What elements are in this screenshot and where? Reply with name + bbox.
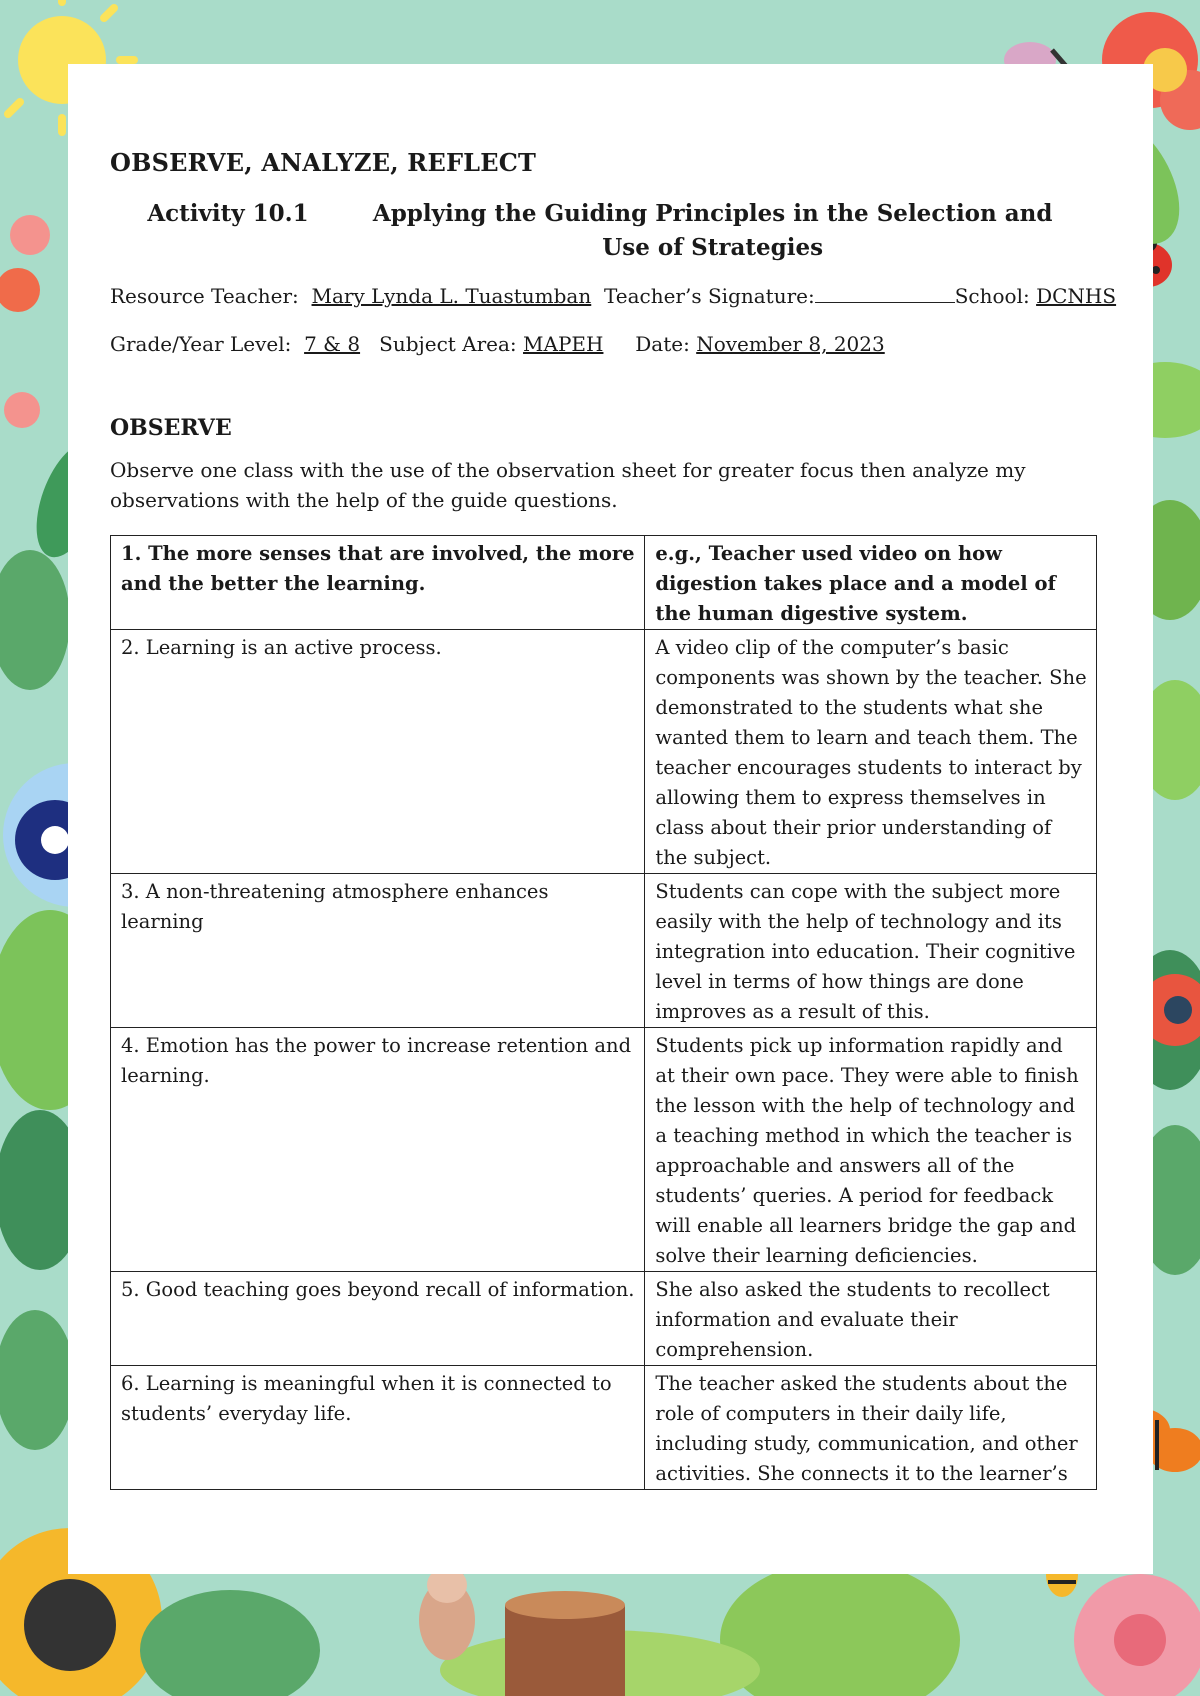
- activity-title: Applying the Guiding Principles in the Selection and Use of Strategies: [372, 200, 1053, 261]
- activity-heading: [110, 197, 1110, 265]
- table-row: [111, 1272, 1097, 1366]
- observation-cell: Students can cope with the subject more easily with the help of technology and its integration into education. Their cognitive level in terms of how things are done improves as a result of this.: [645, 874, 1097, 1028]
- observation-cell: A video clip of the computer’s basic components was shown by the teacher. She demonstrated to the students what she wanted them to learn and teach them. The teacher encourages students to interact by allowing them to express themselves in class about their prior understanding of the subject.: [645, 630, 1097, 874]
- teacher-info-row: [110, 279, 1117, 313]
- activity-number: Activity 10.1: [147, 200, 309, 227]
- observation-table: [110, 535, 1097, 1490]
- table-row: [111, 1366, 1097, 1490]
- subject-label: Subject Area:: [379, 332, 517, 356]
- observation-cell: e.g., Teacher used video on how digestion takes place and a model of the human digestive system.: [645, 536, 1097, 630]
- table-row: [111, 874, 1097, 1028]
- class-info-row: [110, 327, 1110, 361]
- school-value: DCNHS: [1036, 284, 1117, 308]
- resource-teacher-value: Mary Lynda L. Tuastumban: [311, 284, 592, 308]
- table-row: [111, 630, 1097, 874]
- resource-teacher-label: Resource Teacher:: [110, 284, 299, 308]
- section-heading-observe: OBSERVE: [110, 415, 232, 441]
- tree-stump-icon: [505, 1591, 625, 1696]
- observation-cell: Students pick up information rapidly and at their own pace. They were able to finish the lesson with the help of technology and a teaching method in which the teacher is approachable and answers all of the students’ queries. A period for feedback will enable all learners bridge the gap and solve their learning deficiencies.: [645, 1028, 1097, 1272]
- date-value: November 8, 2023: [696, 332, 885, 356]
- school-label: School:: [954, 284, 1030, 308]
- principle-cell: 4. Emotion has the power to increase retention and learning.: [111, 1028, 645, 1272]
- signature-line: [815, 284, 955, 303]
- principle-cell: 3. A non-threatening atmosphere enhances learning: [111, 874, 645, 1028]
- grade-label: Grade/Year Level:: [110, 332, 292, 356]
- principle-cell: 2. Learning is an active process.: [111, 630, 645, 874]
- subject-value: MAPEH: [523, 332, 604, 356]
- table-row: [111, 1028, 1097, 1272]
- principle-cell: 1. The more senses that are involved, the more and the better the learning.: [111, 536, 645, 630]
- instructions-paragraph: Observe one class with the use of the observation sheet for greater focus then analyze my observations with the help of the guide questions.: [110, 458, 1026, 512]
- signature-label: Teacher’s Signature:: [603, 284, 815, 308]
- principle-cell: 5. Good teaching goes beyond recall of information.: [111, 1272, 645, 1366]
- pink-flower-icon: [1074, 1574, 1200, 1696]
- observation-cell: The teacher asked the students about the role of computers in their daily life, including study, communication, and other activities. She connects it to the learner’s: [645, 1366, 1097, 1490]
- observation-cell: She also asked the students to recollect information and evaluate their comprehension.: [645, 1272, 1097, 1366]
- principle-cell: 6. Learning is meaningful when it is connected to students’ everyday life.: [111, 1366, 645, 1490]
- grade-value: 7 & 8: [304, 332, 361, 356]
- document-content: [110, 140, 1117, 1490]
- table-row: [111, 536, 1097, 630]
- page-title: OBSERVE, ANALYZE, REFLECT: [110, 148, 537, 177]
- date-label: Date:: [635, 332, 690, 356]
